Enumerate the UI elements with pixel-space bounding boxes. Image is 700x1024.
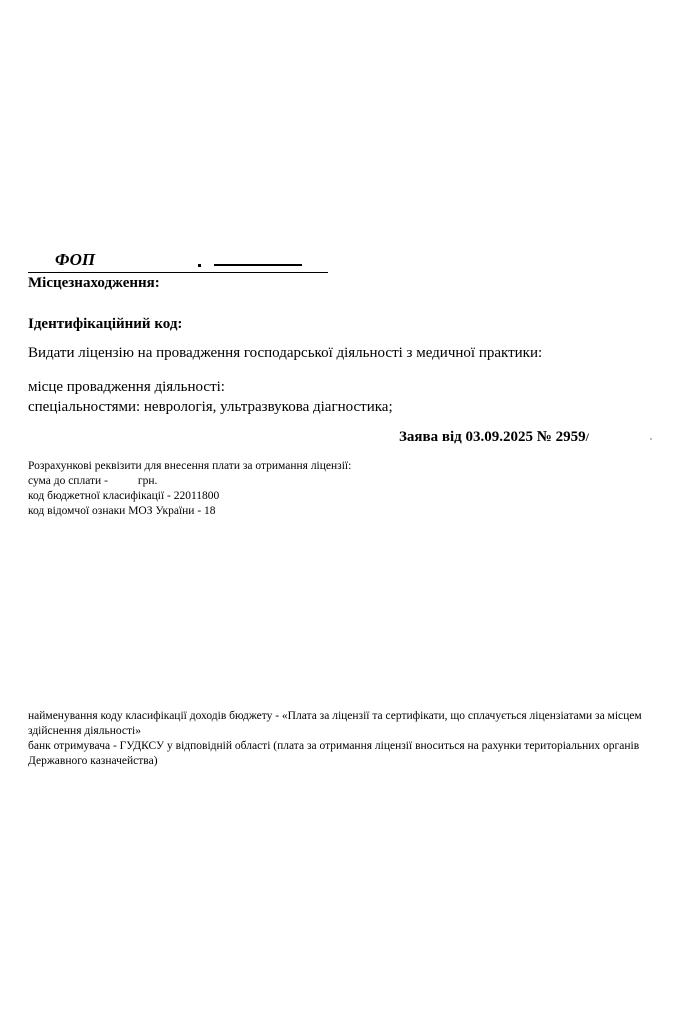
- payment-amount: [28, 474, 157, 489]
- specialties-text: спеціальностями: неврологія, ультразвукова діагностика;: [28, 399, 393, 415]
- application-tail-mark: /: [585, 430, 589, 444]
- classification-name: найменування коду класифікації доходів бюджету - «Плата за ліцензії та сертифікати, що сплачується ліцензіатами за місцем здійснення діяльності»: [28, 710, 642, 737]
- request-main-text: Видати ліцензію на провадження господарської діяльності з медичної практики:: [28, 345, 543, 361]
- id-code-label: Ідентифікаційний код:: [28, 316, 183, 332]
- location-label: Місцезнаходження:: [28, 275, 160, 291]
- fop-mark: [198, 264, 201, 267]
- bank-info: банк отримувача - ГУДКСУ у відповідній області (плата за отримання ліцензії вноситься на рахунки територіальних органів Державного казначейства): [28, 740, 640, 767]
- application-title: [399, 428, 589, 446]
- fop-underline: [28, 250, 328, 273]
- place-label: місце провадження діяльності:: [28, 379, 225, 395]
- amount-prefix: сума до сплати -: [28, 475, 108, 487]
- stray-mark: [650, 438, 652, 440]
- application-title-text: Заява від 03.09.2025 № 2959: [399, 429, 586, 445]
- amount-currency: грн.: [137, 475, 158, 487]
- ministry-code: код відомчої ознаки МОЗ України - 18: [28, 505, 216, 517]
- budget-code: код бюджетної класифікації - 22011800: [28, 490, 220, 502]
- fop-label: ФОП: [55, 250, 96, 269]
- payment-heading: Розрахункові реквізити для внесення плати за отримання ліцензії:: [28, 460, 352, 472]
- fop-redaction-line: [214, 264, 302, 266]
